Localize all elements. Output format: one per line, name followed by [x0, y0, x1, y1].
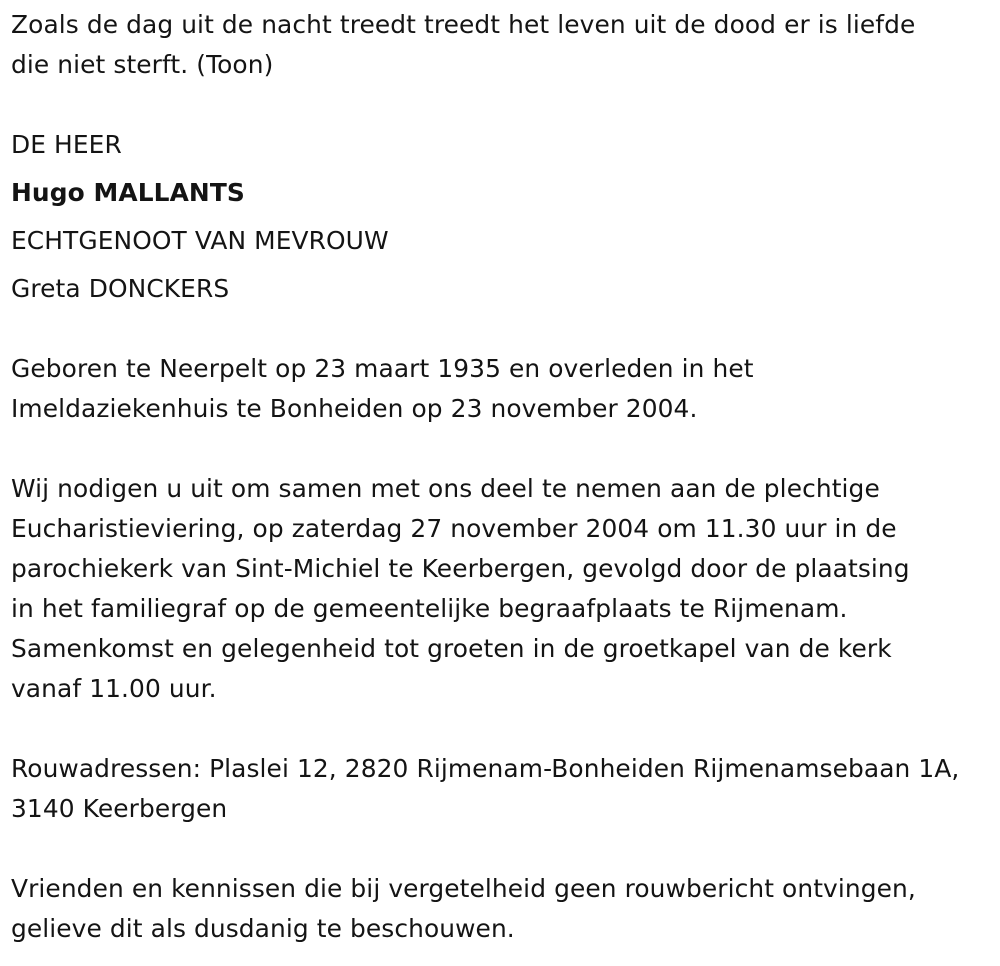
- notice-paragraph: [11, 869, 996, 949]
- address-line: 3140 Keerbergen: [11, 794, 228, 823]
- notice-line: gelieve dit als dusdanig te beschouwen.: [11, 914, 515, 943]
- ceremony-line: parochiekerk van Sint-Michiel te Keerbergen, gevolgd door de plaatsing: [11, 554, 910, 583]
- motto-paragraph: [11, 5, 996, 85]
- deceased-name: Hugo MALLANTS: [11, 178, 245, 207]
- ceremony-line: Samenkomst en gelegenheid tot groeten in de groetkapel van de kerk: [11, 634, 892, 663]
- paragraph-gap: [11, 309, 996, 349]
- spouse-name: Greta DONCKERS: [11, 274, 230, 303]
- ceremony-line: vanaf 11.00 uur.: [11, 674, 217, 703]
- notice-line: Vrienden en kennissen die bij vergetelheid geen rouwbericht ontvingen,: [11, 874, 916, 903]
- obituary-document: [11, 5, 996, 949]
- announcement-block: [11, 125, 996, 309]
- relation-text: ECHTGENOOT VAN MEVROUW: [11, 226, 389, 255]
- ceremony-line: Wij nodigen u uit om samen met ons deel te nemen aan de plechtige: [11, 474, 880, 503]
- motto-line: die niet sterft. (Toon): [11, 50, 274, 79]
- title-text: DE HEER: [11, 130, 122, 159]
- paragraph-gap: [11, 829, 996, 869]
- address-line: Rouwadressen: Plaslei 12, 2820 Rijmenam-Bonheiden Rijmenamsebaan 1A,: [11, 754, 960, 783]
- birth-death-paragraph: [11, 349, 996, 429]
- addresses-paragraph: [11, 749, 996, 829]
- ceremony-line: Eucharistieviering, op zaterdag 27 november 2004 om 11.30 uur in de: [11, 514, 897, 543]
- paragraph-gap: [11, 709, 996, 749]
- motto-line: Zoals de dag uit de nacht treedt treedt het leven uit de dood er is liefde: [11, 10, 916, 39]
- birth-death-line: Geboren te Neerpelt op 23 maart 1935 en overleden in het: [11, 354, 754, 383]
- birth-death-line: Imeldaziekenhuis te Bonheiden op 23 november 2004.: [11, 394, 698, 423]
- ceremony-line: in het familiegraf op de gemeentelijke begraafplaats te Rijmenam.: [11, 594, 848, 623]
- paragraph-gap: [11, 429, 996, 469]
- paragraph-gap: [11, 85, 996, 125]
- ceremony-paragraph: [11, 469, 996, 709]
